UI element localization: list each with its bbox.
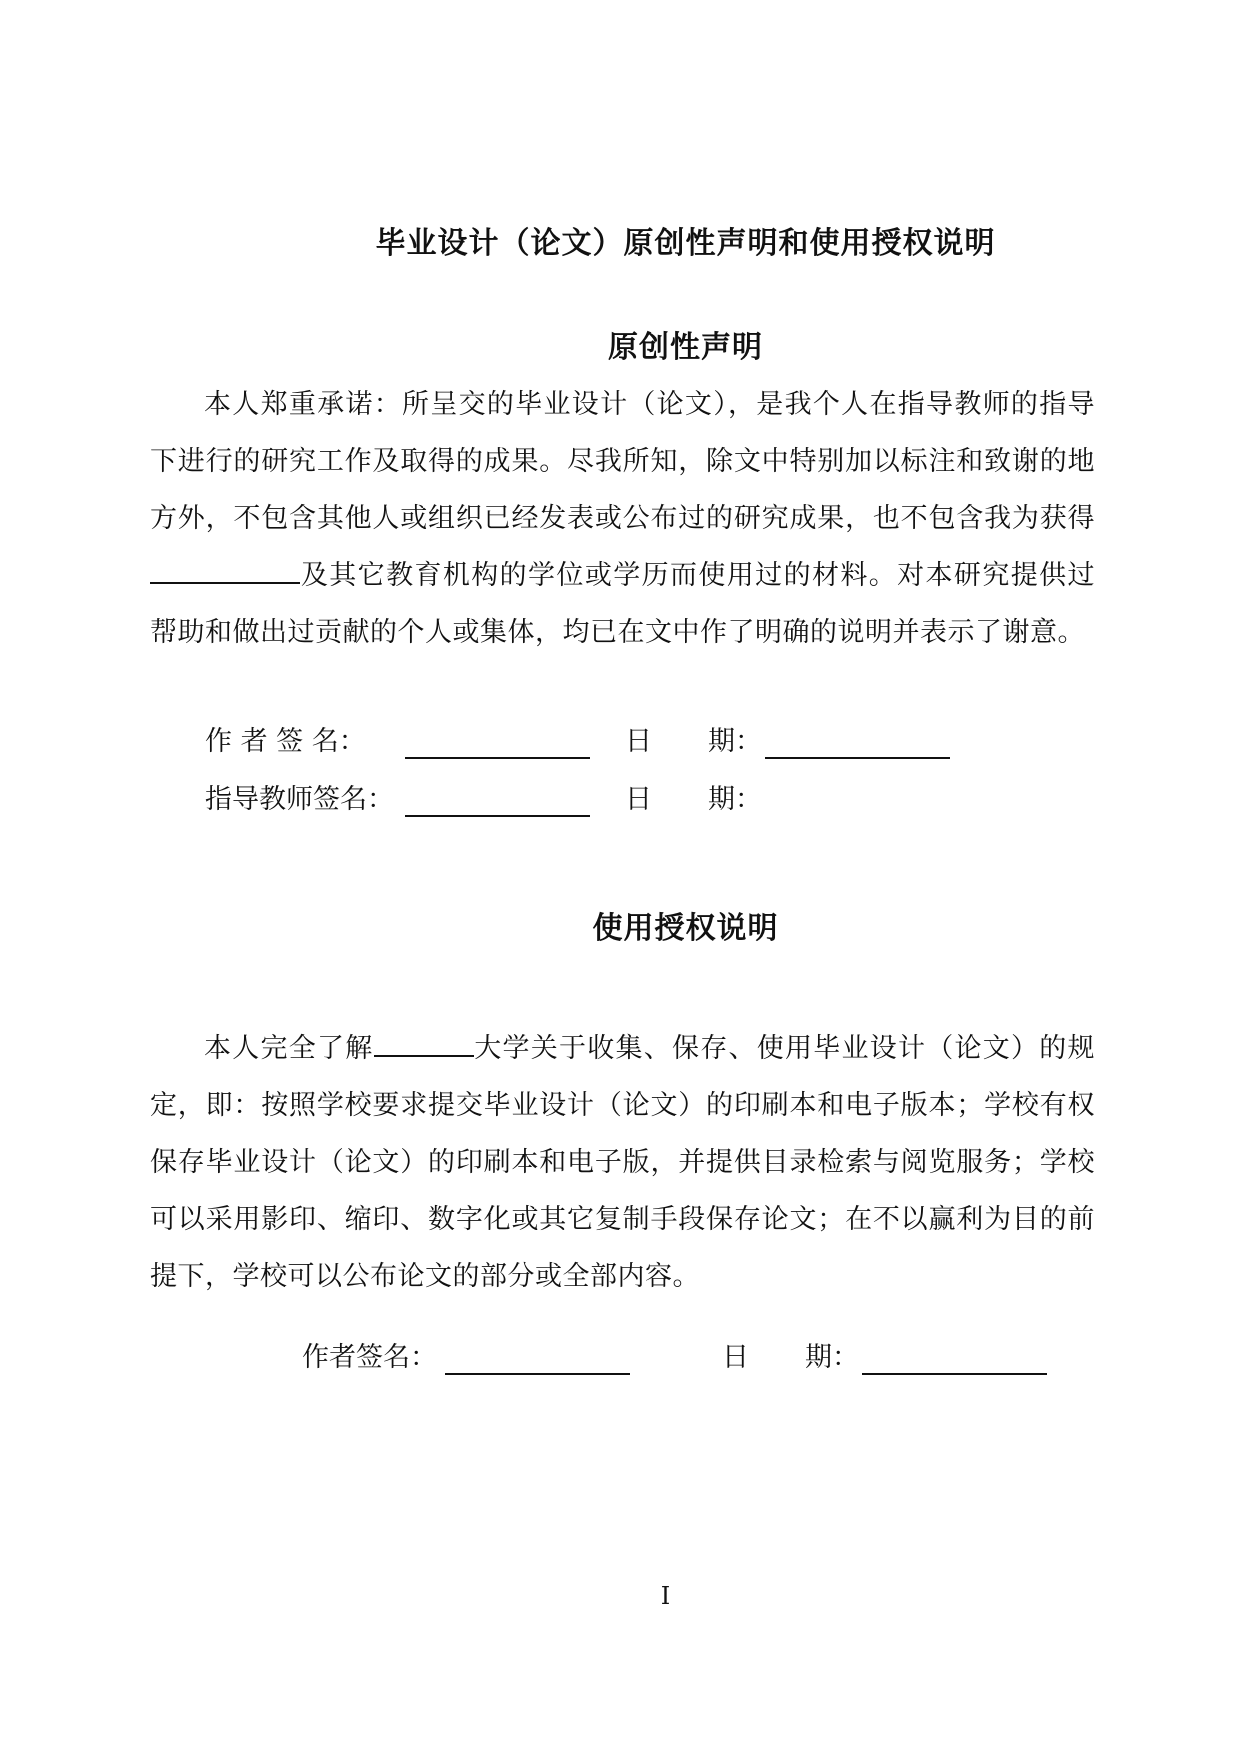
authorization-paragraph xyxy=(150,1020,1095,1305)
supervisor-date-label-char2: 期： xyxy=(708,784,762,815)
originality-section-title: 原创性声明 xyxy=(608,330,763,365)
authorization-section-title: 使用授权说明 xyxy=(592,911,779,946)
authorization-date-label-char2: 期： xyxy=(805,1342,859,1373)
authorization-date-label-char1: 日 xyxy=(722,1342,749,1373)
authorization-signature-line xyxy=(445,1343,630,1375)
supervisor-signature-line xyxy=(405,785,590,817)
supervisor-signature-label: 指导教师签名： xyxy=(205,784,394,815)
document-title: 毕业设计（论文）原创性声明和使用授权说明 xyxy=(375,226,996,261)
degree-blank-line xyxy=(150,552,300,584)
university-blank-line xyxy=(374,1025,474,1057)
authorization-author-signature-label: 作者签名： xyxy=(302,1342,437,1373)
date-label-char1: 日 xyxy=(625,726,652,757)
supervisor-date-label-char1: 日 xyxy=(625,784,652,815)
date-label-char2: 期： xyxy=(708,726,762,757)
authorization-text-part1: 本人完全了解 xyxy=(204,1033,374,1064)
authorization-date-line xyxy=(862,1343,1047,1375)
page-number: I xyxy=(660,1582,671,1610)
author-signature-label: 作 者 签 名： xyxy=(205,726,366,757)
originality-text-part2: 及其它教育机构的学位或学历而使用过的材料。对本研究提供过帮助和做出过贡献的个人或集体，均已在文中作了明确的说明并表示了谢意。 xyxy=(150,560,1095,648)
originality-text-part1: 本人郑重承诺：所呈交的毕业设计（论文），是我个人在指导教师的指导下进行的研究工作及取得的成果。尽我所知，除文中特别加以标注和致谢的地方外，不包含其他人或组织已经发表或公布过的研究成果，也不包含我为获得 xyxy=(150,389,1095,534)
authorization-text-part2: 大学关于收集、保存、使用毕业设计（论文）的规定，即：按照学校要求提交毕业设计（论文）的印刷本和电子版本；学校有权保存毕业设计（论文）的印刷本和电子版，并提供目录检索与阅览服务；学校可以采用影印、缩印、数字化或其它复制手段保存论文；在不以赢利为目的前提下，学校可以公布论文的部分或全部内容。 xyxy=(150,1033,1095,1292)
originality-paragraph xyxy=(150,376,1095,661)
author-signature-line xyxy=(405,727,590,759)
author-date-line xyxy=(765,727,950,759)
originality-supervisor-signature-row xyxy=(205,780,1005,820)
